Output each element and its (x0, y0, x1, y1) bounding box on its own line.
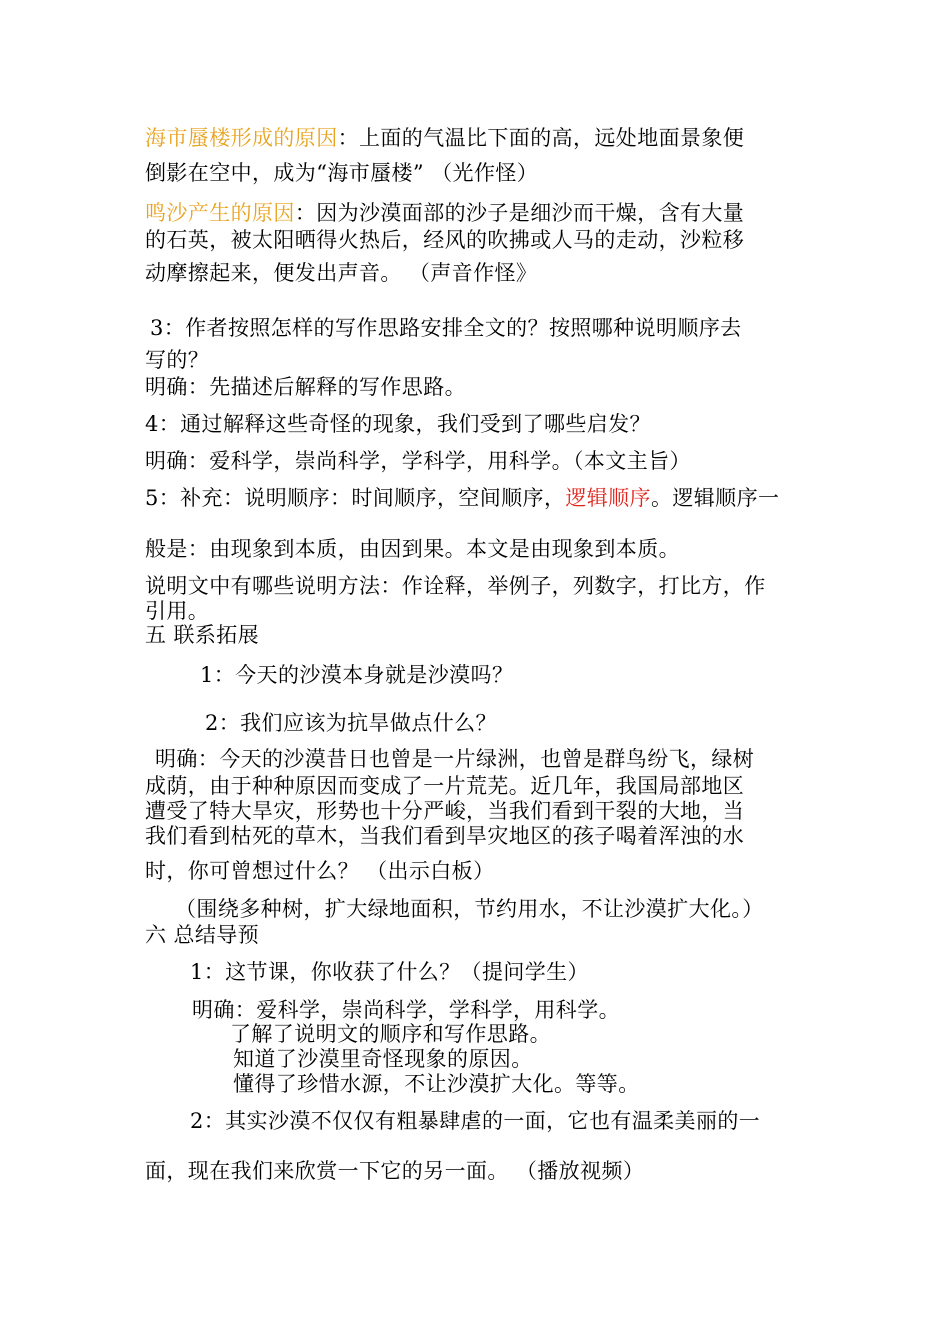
question-3-line2: 写的？ (145, 348, 210, 372)
extension-answer-line2: 成荫，由于种种原因而变成了一片荒芜。近几年，我国局部地区 (145, 774, 745, 798)
supplement-line2: 般是：由现象到本质，由因到果。本文是由现象到本质。 (145, 537, 680, 561)
mirage-text-a: ：上面的气温比下面的高，远处地面景象便 (337, 126, 745, 150)
extension-answer-line1: 明确：今天的沙漠昔日也曾是一片绿洲，也曾是群鸟纷飞，绿树 (155, 747, 755, 771)
section-5-heading: 五 联系拓展 (145, 623, 260, 647)
summary-question-2-line2: 面，现在我们来欣赏一下它的另一面。 （播放视频） (145, 1159, 645, 1183)
para-sand-line3: 动摩擦起来，便发出声音。 （声音作怪》 (145, 261, 538, 285)
methods-line2: 引用。 (145, 599, 210, 623)
extension-answer-line4: 我们看到枯死的草木，当我们看到旱灾地区的孩子喝着浑浊的水 (145, 824, 745, 848)
summary-question-2-line1: 2：其实沙漠不仅仅有粗暴肆虐的一面，它也有温柔美丽的一 (190, 1109, 761, 1133)
answer-3: 明确：先描述后解释的写作思路。 (145, 375, 466, 399)
summary-answer-line2: 了解了说明文的顺序和写作思路。 (230, 1022, 551, 1046)
para-mirage-line1 (145, 125, 744, 151)
extension-measures: （围绕多种树，扩大绿地面积，节约用水，不让沙漠扩大化。） (175, 897, 764, 921)
supplement-line1 (145, 485, 779, 511)
summary-answer-line1: 明确：爱科学，崇尚科学，学科学，用科学。 (192, 998, 620, 1022)
para-sand-line1 (145, 200, 744, 226)
supplement-text-a: 5：补充：说明顺序：时间顺序，空间顺序， (145, 486, 566, 510)
para-mirage-line2: 倒影在空中，成为“海市蜃楼” （光作怪） (145, 161, 539, 185)
extension-question-1: 1：今天的沙漠本身就是沙漠吗？ (200, 663, 514, 687)
sand-heading: 鸣沙产生的原因 (145, 201, 295, 225)
answer-4: 明确：爱科学，崇尚科学，学科学，用科学。（本文主旨） (145, 449, 691, 473)
logic-order-highlight: 逻辑顺序 (565, 486, 651, 510)
sand-text-a: ：因为沙漠面部的沙子是细沙而干燥，含有大量 (294, 201, 745, 225)
summary-question-1: 1：这节课，你收获了什么？（提问学生） (190, 960, 589, 984)
methods-line1: 说明文中有哪些说明方法：作诠释，举例子，列数字，打比方，作 (145, 574, 766, 598)
para-sand-line2: 的石英，被太阳晒得火热后，经风的吹拂或人马的走动，沙粒移 (145, 228, 745, 252)
supplement-text-b: 。逻辑顺序一 (650, 486, 780, 510)
section-6-heading: 六 总结导预 (145, 923, 260, 947)
summary-answer-line3: 知道了沙漠里奇怪现象的原因。 (233, 1047, 533, 1071)
mirage-heading: 海市蜃楼形成的原因 (145, 126, 338, 150)
question-4: 4：通过解释这些奇怪的现象，我们受到了哪些启发？ (145, 412, 651, 436)
question-3-line1: 3：作者按照怎样的写作思路安排全文的？按照哪种说明顺序去 (150, 316, 742, 340)
extension-question-2: 2：我们应该为抗旱做点什么？ (205, 711, 497, 735)
summary-answer-line4: 懂得了珍惜水源，不让沙漠扩大化。等等。 (233, 1072, 640, 1096)
extension-answer-line5: 时，你可曾想过什么？ （出示白板） (145, 859, 495, 883)
extension-answer-line3: 遭受了特大旱灾，形势也十分严峻，当我们看到干裂的大地，当 (145, 799, 745, 823)
